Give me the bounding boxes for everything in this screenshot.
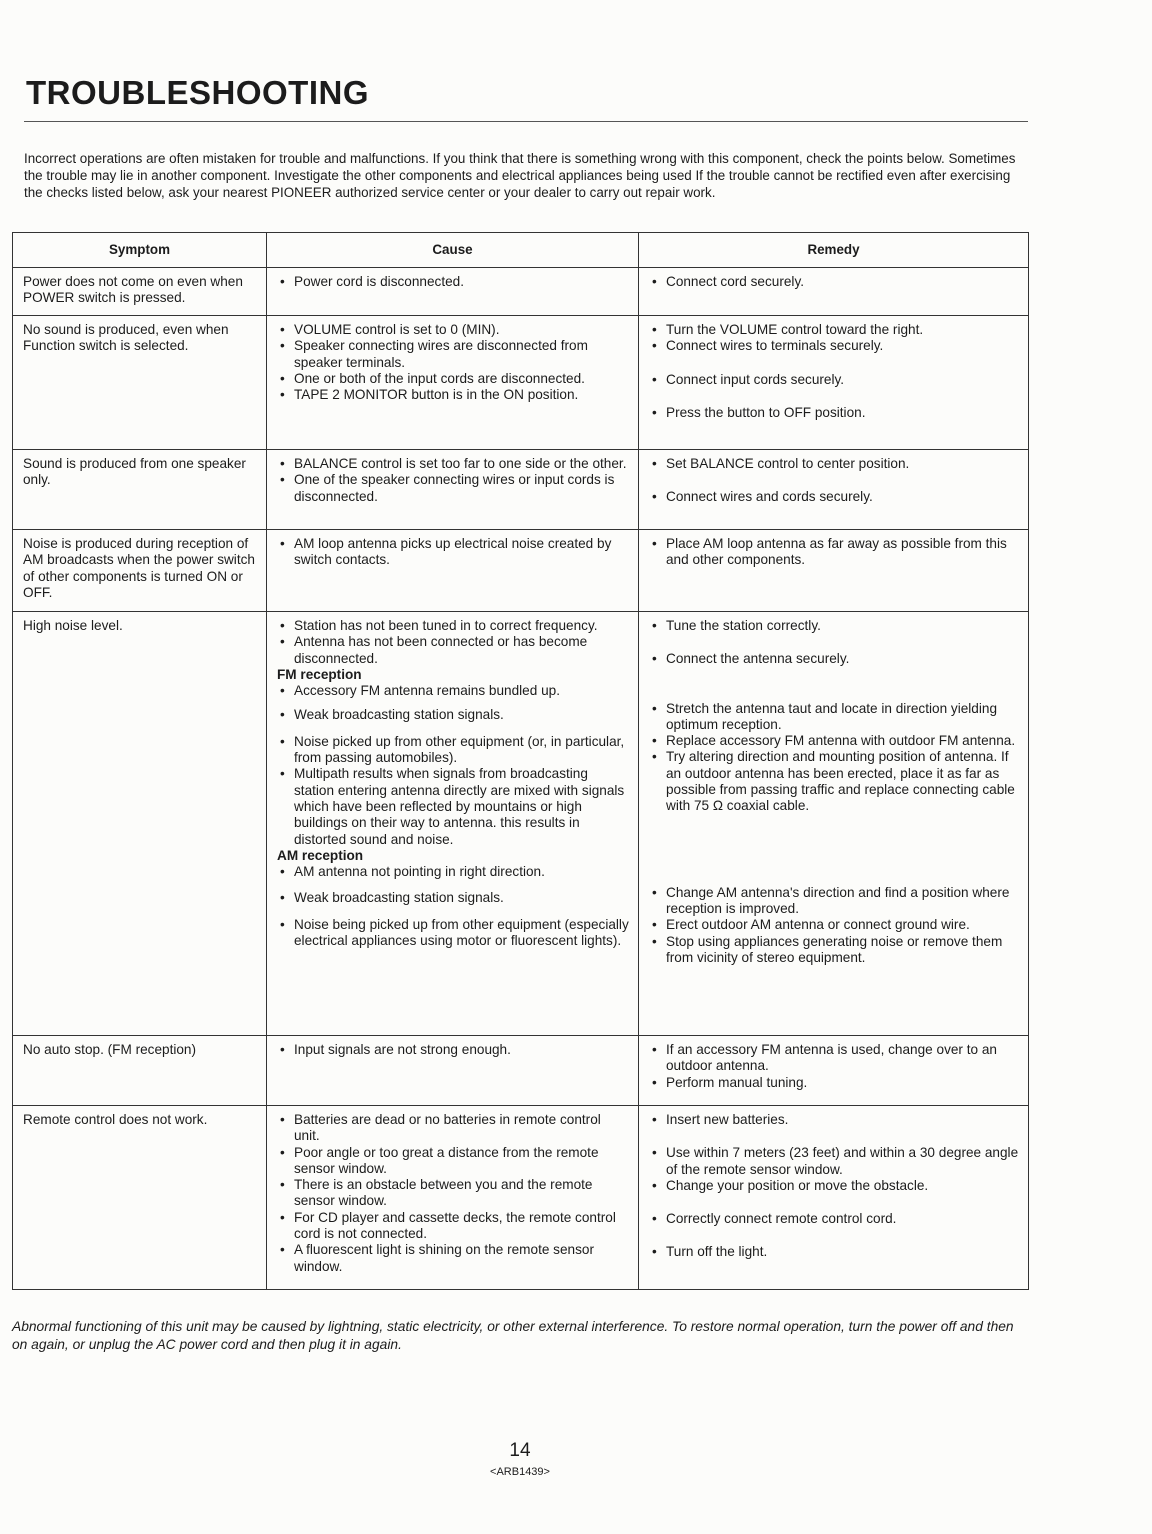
remedy-item: • Change your position or move the obstacle. [649, 1178, 1020, 1194]
symptom-cell: Power does not come on even when POWER switch is pressed. [13, 268, 267, 316]
remedy-item: • Stretch the antenna taut and locate in direction yielding optimum reception. [649, 701, 1020, 734]
symptom-cell: Remote control does not work. [13, 1106, 267, 1290]
remedy-cell [639, 268, 1029, 316]
table-row [13, 316, 1029, 450]
symptom-cell: Sound is produced from one speaker only. [13, 450, 267, 530]
remedy-item: • Insert new batteries. [649, 1112, 1020, 1128]
cause-item: • TAPE 2 MONITOR button is in the ON position. [277, 387, 630, 403]
remedy-cell [639, 530, 1029, 612]
table-row [13, 530, 1029, 612]
title-rule [24, 121, 1028, 122]
header-symptom: Symptom [13, 233, 267, 268]
cause-item: • For CD player and cassette decks, the remote control cord is not connected. [277, 1210, 630, 1243]
symptom-cell: No auto stop. (FM reception) [13, 1036, 267, 1106]
remedy-item: • Turn off the light. [649, 1244, 1020, 1260]
symptom-cell: High noise level. [13, 612, 267, 1036]
cause-item: • AM loop antenna picks up electrical noise created by switch contacts. [277, 536, 630, 569]
document-code: <ARB1439> [490, 1466, 550, 1478]
cause-item: • Accessory FM antenna remains bundled up. [277, 683, 630, 699]
cause-cell [267, 612, 639, 1036]
remedy-cell [639, 316, 1029, 450]
remedy-cell [639, 1106, 1029, 1290]
cause-item: • Input signals are not strong enough. [277, 1042, 630, 1058]
table-row [13, 612, 1029, 1036]
cause-item: • Speaker connecting wires are disconnected from speaker terminals. [277, 338, 630, 371]
cause-item: • Batteries are dead or no batteries in remote control unit. [277, 1112, 630, 1145]
remedy-item: • Replace accessory FM antenna with outdoor FM antenna. [649, 733, 1020, 749]
remedy-cell [639, 450, 1029, 530]
remedy-item: • Perform manual tuning. [649, 1075, 1020, 1091]
remedy-item: • If an accessory FM antenna is used, change over to an outdoor antenna. [649, 1042, 1020, 1075]
page-title: TROUBLESHOOTING [26, 74, 369, 111]
cause-cell [267, 450, 639, 530]
remedy-item: • Use within 7 meters (23 feet) and within a 30 degree angle of the remote sensor window. [649, 1145, 1020, 1178]
table-row [13, 1036, 1029, 1106]
remedy-item: • Turn the VOLUME control toward the right. [649, 322, 1020, 338]
page-number: 14 [509, 1440, 531, 1461]
cause-cell [267, 1036, 639, 1106]
remedy-item: • Connect wires and cords securely. [649, 489, 1020, 505]
symptom-cell: No sound is produced, even when Function switch is selected. [13, 316, 267, 450]
cause-item: • Station has not been tuned in to correct frequency. [277, 618, 630, 634]
cause-item: • There is an obstacle between you and the remote sensor window. [277, 1177, 630, 1210]
cause-item: • VOLUME control is set to 0 (MIN). [277, 322, 630, 338]
remedy-item: • Try altering direction and mounting position of antenna. If an outdoor antenna has been erected, place it as far as possible from passing traffic and replace connecting cable with 75 Ω coaxial cable. [649, 749, 1020, 814]
cause-item: • Noise being picked up from other equipment (especially electrical appliances using motor or fluorescent lights). [277, 917, 630, 950]
cause-item: • Weak broadcasting station signals. [277, 707, 630, 723]
intro-paragraph: Incorrect operations are often mistaken for trouble and malfunctions. If you think that there is something wrong with this component, check the points below. Sometimes the trouble may lie in another component. Investigate the other components and electrical appliances being used If the trouble cannot be rectified even after exercising the checks listed below, ask your nearest PIONEER authorized service center or your dealer to carry out repair work. [24, 151, 1016, 200]
troubleshooting-table [12, 232, 1029, 1290]
remedy-cell [639, 612, 1029, 1036]
remedy-item: • Correctly connect remote control cord. [649, 1211, 1020, 1227]
remedy-item: • Change AM antenna's direction and find a position where reception is improved. [649, 885, 1020, 918]
cause-item: • One or both of the input cords are disconnected. [277, 371, 630, 387]
remedy-item: • Tune the station correctly. [649, 618, 1020, 634]
remedy-item: • Place AM loop antenna as far away as possible from this and other components. [649, 536, 1020, 569]
cause-cell [267, 1106, 639, 1290]
cause-item: • Multipath results when signals from broadcasting station entering antenna directly are mixed with signals which have been reflected by mountains or high buildings on their way to antenna. this results in distorted sound and noise. [277, 766, 630, 847]
header-remedy: Remedy [639, 233, 1029, 268]
remedy-item: • Stop using appliances generating noise or remove them from vicinity of stereo equipment. [649, 934, 1020, 967]
cause-item: • BALANCE control is set too far to one side or the other. [277, 456, 630, 472]
table-row [13, 1106, 1029, 1290]
cause-cell [267, 316, 639, 450]
remedy-item: • Connect input cords securely. [649, 372, 1020, 388]
remedy-item: • Connect wires to terminals securely. [649, 338, 1020, 354]
remedy-cell [639, 1036, 1029, 1106]
footer-note: Abnormal functioning of this unit may be caused by lightning, static electricity, or other external interference. To restore normal operation, turn the power off and then on again, or unplug the AC power cord and then plug it in again. [12, 1319, 1014, 1352]
remedy-item: • Erect outdoor AM antenna or connect ground wire. [649, 917, 1020, 933]
remedy-item: • Set BALANCE control to center position. [649, 456, 1020, 472]
cause-item: • A fluorescent light is shining on the remote sensor window. [277, 1242, 630, 1275]
table-row [13, 268, 1029, 316]
remedy-item: • Press the button to OFF position. [649, 405, 1020, 421]
cause-cell [267, 530, 639, 612]
cause-item: • Weak broadcasting station signals. [277, 890, 630, 906]
cause-item: • Poor angle or too great a distance from the remote sensor window. [277, 1145, 630, 1178]
fm-reception-heading: FM reception [277, 666, 362, 682]
am-reception-heading: AM reception [277, 847, 364, 863]
table-row [13, 450, 1029, 530]
header-cause: Cause [267, 233, 639, 268]
symptom-cell: Noise is produced during reception of AM broadcasts when the power switch of other components is turned ON or OFF. [13, 530, 267, 612]
remedy-item: • Connect the antenna securely. [649, 651, 1020, 667]
cause-item: • Power cord is disconnected. [277, 274, 630, 290]
remedy-item: • Connect cord securely. [649, 274, 1020, 290]
cause-cell [267, 268, 639, 316]
cause-item: • Antenna has not been connected or has become disconnected. [277, 634, 630, 667]
table-header-row [13, 233, 1029, 268]
cause-item: • Noise picked up from other equipment (or, in particular, from passing automobiles). [277, 734, 630, 767]
cause-item: • AM antenna not pointing in right direction. [277, 864, 630, 880]
cause-item: • One of the speaker connecting wires or input cords is disconnected. [277, 472, 630, 505]
